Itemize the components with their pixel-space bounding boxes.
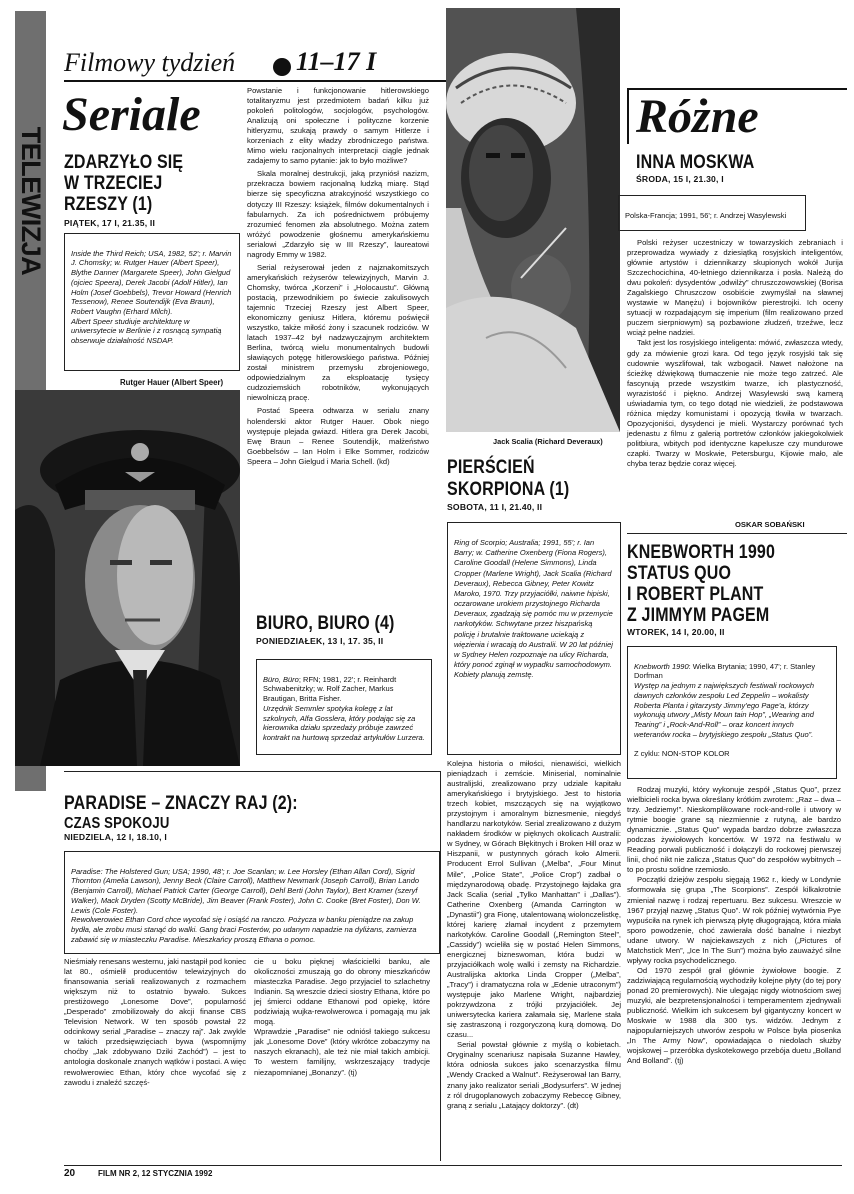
paragraph: Skala moralnej destrukcji, jaką przyniósł nazizm, przekracza bowiem racjonalną ludzką miarę. Stąd bierze się specyficzna atrakcyjność wszystkiego co dotyczy III Rzeszy: książek, filmów dokumentalnych i fabularnych. Za ich pośrednictwem próbujemy zrozumieć fenomen zła absolutnego. Można zatem wróżyć powodzenie głośnemu amerykańskiemu serialowi „Zdarzyło się w III Rzeszy”, laureatowi nagrody Emmy w 1982.: [247, 169, 429, 259]
header-dot: [273, 58, 291, 76]
header-dates: 11–17 I: [296, 47, 377, 76]
infobox-synopsis: Maroko, 1970. Trzy przyjaciółki, naiwne hipiski, oczarowane urokiem przystojnego Richarda Deveraux, zgadzają się pomóc mu w przemycie narkotyków. Schwytane przez hiszpańską policję i brutalnie traktowane uciekają z więzienia i wracają do Australii. W 20 lat później w Sydney Helen rozpoznaje na ulicy Richarda, który ponoć zginął w wypadku samochodowym. Kobiety planują zemstę.: [454, 588, 613, 680]
article-subtitle-paradise: CZAS SPOKOJU: [64, 815, 170, 832]
photo-rutger-hauer-image: [15, 390, 240, 766]
infobox-trzecia-rzesza: [64, 233, 240, 371]
photo-caption-hauer: Rutger Hauer (Albert Speer): [120, 378, 224, 387]
infobox-film-meta: Polska-Francja; 1991, 56'; r. Andrzej Wasylewski: [625, 210, 787, 220]
infobox-film-meta: : Wielka Brytania; 1990, 47'; r. Stanley Dorfman: [634, 661, 816, 681]
page-number: 20: [64, 1168, 76, 1179]
schedule-biuro: PONIEDZIAŁEK, 13 I, 17. 35, II: [256, 636, 384, 646]
schedule-pierscien: SOBOTA, 11 I, 21.40, II: [447, 502, 543, 512]
infobox-knebworth: [627, 646, 837, 779]
schedule-paradise: NIEDZIELA, 12 I, 18.10, I: [64, 832, 167, 842]
side-label-text: TELEWIZJA: [16, 126, 46, 276]
schedule-inna-moskwa: ŚRODA, 15 I, 21.30, I: [636, 174, 724, 184]
article-body-trzecia-rzesza: [247, 86, 429, 467]
infobox-synopsis: Rewolwerowiec Ethan Cord chce wycofać się i osiąść na ranczo. Pożycza w banku pieniądze na zakup bydła, ale zrobu musi stanąć do walki. Gang braci Fosterów, po udanym napadzie na dyliżans, zamierza zabawić się w miasteczku Paradise. Mieszkańcy proszą Ethana o pomoc.: [71, 915, 417, 944]
infobox-inna-moskwa: [618, 195, 806, 231]
article-title-inna-moskwa: INNA MOSKWA: [636, 151, 755, 173]
infobox-synopsis: Albert Speer studiuje architekturę w uniwersytecie w Berlinie i z rosnącą sympatią obserwuje działalność NSDAP.: [71, 316, 222, 346]
paragraph: Nieśmiały renesans westernu, jaki nastąpił pod koniec lat 80., ośmielił producentów telewizyjnych do finansowania seriali realizowanych z rozmachem większym niż to ostatnio bywało. Sukces prestiżowego „Lonesome Dove”, popularność „Desperado” zmobilizowały do akcji finanse CBS Television Network. W ten sposób powstał 22 odcinkowy serial „Paradise – znaczy raj”. Jak zwykle w takich przedsięwzięciach bywa (wspomnijmy choćby „Jak zdobywano Dziki Zachód”) – jest to antologia doskonale znanych wątków i postaci. A więc rewolwerowiec Ethan, który chce wycofać się z zawodu i znaleźć szczęś-: [64, 957, 246, 1087]
schedule-knebworth: WTOREK, 14 I, 20.00, II: [627, 627, 725, 637]
side-label: [15, 96, 46, 306]
paragraph: Serial reżyserował jeden z najznakomitszych amerykańskich reżyserów telewizyjnych, Marvin J. Chomsky, twórca „Korzeni” i „Holocaustu”. Główną postacią, przewodnikiem po świecie zakulisowych tajemnic Trzeciej Rzeszy jest Albert Speer, ekonomiczny geniusz Hitlera, któremu poświęcił wszystko, także miłość żony i szacunek rodziców. W latach 1937–42 był nadzwyczajnym architektem Berlina, twórcą wielu monumentalnych budowli sławiących potęgę hitlerowskiego państwa. Później został ministrem przemysłu zbrojeniowego, odpowiedzialnym za eksploatację tysięcy cudzoziemskich robotników, wykonujących niewolniczą pracę.: [247, 262, 429, 403]
article-title-biuro: BIURO, BIURO (4): [256, 612, 395, 634]
paragraph: Kolejna historia o miłości, nienawiści, wielkich pieniądzach i zemście. Miniserial, nominalnie australijski, zrealizowano przy udziale kapitału amerykańskiego i brytyjskiego. Jest to historia trzech kobiet, mszczących się na wyjątkowo przystojnym i amoralnym biznesmenie, niegdyś handlarzu narkotyków. Serial zrealizowano z dużym nakładem środków w pięknych okolicach Australii: w Sydney, w Górach Błękitnych i Broken Hill oraz w Hiszpanii, w pustynnych górach koło Almerii. Producent Errol Sullivan („Melba”, „Four Minut Mile”, „Police State”, „Police Crop”) zadbał o międzynarodową obadę. Przystojnego łajdaka gra Jack Scalia (serial „Tylko Manhattan” i „Dallas”). Catherine Oxenberg (Amanda Carrington w „Dynastii”) gra Fionę, utalentowaną wiolonczelistkę, której karierę złamał incydent z przemytem narkotyków. Caroline Goodall („Remington Steel”, „Cassidy”) wcieliła się w postać Helen Simmons, energicznej bizneswoman, która budzi w przyjaciółkach wolę walki i zemsty na Richardzie. Australijska aktorka Linda Cropper („Melba”, „Tracy”) i dramatyczna rola w „Edenie utraconym”) występuje jako Marlene Wright, najbardziej pokrzywdzona z trójki przyjaciółek. Jej uniwersytecka kariera załamała się, Marlene stała się zastraszoną i rozgoryczoną kurą domową. Do czasu...: [447, 759, 621, 1040]
paragraph: Od 1970 zespół grał głównie żywiołowe boogie. Z zadziwiającą regularnością wychodziły kolejne płyty (do tej pory ponad 20 premierowych). Nie ulegając nigdy wiotnościom swej muzyki, ale bezpretensjonalności i temperamentem zjednywali publiczność. Wielkim ich sukcesem był gigantyczny koncert w Moskwie w 1988 dla 300 tys. widzów. Jednym z najpopularniejszych utworów zespołu w Polsce była piosenka „In The Army Now”, opowiadająca o niedolach służby wojskowej – przeróbka dyskotekowego przebója duetu „Bolland And Bolland”. (tj): [627, 965, 841, 1066]
article-title-paradise: PARADISE – ZNACZY RAJ (2):: [64, 792, 298, 814]
article-body-inna-moskwa: [627, 238, 843, 469]
infobox-cycle: Z cyklu: NON-STOP KOLOR: [634, 749, 730, 759]
article-body-paradise-col1: [64, 957, 246, 1088]
article-body-paradise-col2: [254, 957, 430, 1078]
article-title-trzecia-rzesza: ZDARZYŁO SIĘ W TRZECIEJ RZESZY (1): [64, 151, 184, 215]
paragraph: Postać Speera odtwarza w serialu znany holenderski aktor Rutger Hauer. Obok niego występuje plejada gwiazd. Hitlera gra Derek Jacobi, Ewę Braun – Renee Soutendijk, małżeństwo Goebbelsów – Ian Holm i Elke Sommer, rodziców Speera – John Gielgud i Maria Schell. (kd): [247, 406, 429, 466]
infobox-film-meta: Inside the Third Reich; USA, 1982, 52'; r. Marvin J. Chomsky; w. Rutger Hauer (Albert Speer), Blythe Danner (Margarete Speer), John Gielgud (ojciec Speera), Derek Jacobi (Adolf Hitler), Ian Holm (Josef Goebbels), Trevor Howard (Henrich Tessenow), Renee Soutendijk (Eva Braun), Robert Vaughn (Erhard Milch).: [71, 248, 232, 316]
infobox-title: Büro, Büro: [263, 674, 299, 684]
infobox-film-meta: Ring of Scorpio; Australia; 1991, 55'; r. Ian Barry; w. Catherine Oxenberg (Fiona Rogers), Caroline Goodall (Helene Simmons), Linda Cropper (Marlene Wright), Jack Scalia (Richard Deveraux), Rebecca Gibney, Peter Kowitz: [454, 538, 612, 588]
photo-jack-scalia-image: [446, 8, 620, 432]
photo-jack-scalia: [446, 8, 620, 432]
footer-rule: [64, 1165, 842, 1166]
infobox-biuro: [256, 659, 432, 755]
column-divider: [440, 771, 441, 1161]
paragraph: cie u boku pięknej właścicielki banku, ale okoliczności zmuszają go do obrony mieszkańców miasteczka Paradise. Jego przyjaciel to szlachetny Indianin. Są wreszcie dzieci siostry Ethana, które po jej śmierci oddane Ethanowi pod opiekę, które podziwiają wujka-rewolwerowca i pomagają mu jak mogą. Wprawdzie „Paradise” nie odniósł takiego sukcesu jak „Lonesome Dove” (który wkrótce zobaczymy na naszych ekranach), ale też nie miał takich ambicji. To western familijny, wskrzeszający tradycje niezapomnianej „Bonanzy”. (tj): [254, 957, 430, 1077]
article-title-knebworth: KNEBWORTH 1990 STATUS QUO I ROBERT PLANT Z JIMMYM PAGEM: [627, 541, 776, 626]
photo-caption-scalia: Jack Scalia (Richard Deveraux): [493, 437, 603, 446]
paragraph: Polski reżyser uczestniczy w towarzyskich zebraniach i przeprowadza wywiady z dziesiątką rosyjskich inteligentów, głównie artystów i dziennikarzy skupionych wokół Jurija Szczechocichina, 40-letniego dziennikarza i posła. Należą do dwu pokoleń: dysydentów „odwilży” chruszczowowskiej (Borisa Zagalskiego Chruszczow osobiście zwymyślał na sławnej wystawie w Manężu) i bojowników pierestrojki. Ich oceny sytuacji w rozpadającym się imperium (film realizowano przed puczem sierpniowym) są pozbawione złudzeń, trzeźwe, lecz wciąż pełne nadziei.: [627, 238, 843, 338]
infobox-title: Knebworth 1990: [634, 661, 689, 671]
paragraph: Serial powstał głównie z myślą o kobietach. Oryginalny scenariusz napisała Suzanne Hawley, która odniosła sukces jako scenarzystka filmu „Wendy Cracked a Walnut”. Reżyserował Ian Barry, znany jako realizator seriali „Bodysurfers”. W jednej z ról drugoplanowych zobaczymy Rebeccę Gibney, graną z serialu „Latający doktorzy”. (dt): [447, 1040, 621, 1110]
section-title-seriale: Seriale: [62, 88, 201, 141]
paragraph: Rodzaj muzyki, który wykonuje zespół „Status Quo”, przez wielbicieli rocka bywa określany krótkim zwrotem: „Raz – dwa – trzy. Jedziemy!”. Nieskomplikowane rock-and-rolle i utwory w rytmie boogie grane są niezmiennie z rutyną, ale bardzo dynamicznie. „Status Quo” wypada bardzo dobrze zwłaszcza podczas żywiołowych koncertów. W 1972 na festiwalu w Reading porwali publiczność i dołączyli do rockowej pierwszej linii, choć nikt nie zalicza „Status Quo” do zespołów wybitnych – to po prostu solidne rzemiosło.: [627, 785, 841, 875]
rozne-leftbar: [627, 88, 629, 144]
issue-info: FILM NR 2, 12 STYCZNIA 1992: [98, 1169, 213, 1178]
article-title-pierscien: PIERŚCIEŃ SKORPIONA (1): [447, 456, 570, 500]
infobox-film-meta: ; RFN; 1981, 22'; r. Reinhardt Schwabenitzky; w. Rolf Zacher, Markus Brautigan, Britta Fisher.: [263, 674, 397, 704]
divider-knebworth: [627, 533, 847, 534]
schedule-trzecia-rzesza: PIĄTEK, 17 I, 21.35, II: [64, 218, 156, 228]
paragraph: Powstanie i funkcjonowanie hitlerowskiego totalitaryzmu jest przedmiotem badań kilku już pokoleń politologów, socjologów, psychologów. Analizują oni społeczne i polityczne korzenie hitleryzmu, szukają prawdy o samym Hitlerze i korzeniach z elity władzy zbrodniczego państwa. Mimo wielu racjonalnych interpretacji ciągle jednak zadajemy to samo pytanie: jak to było możliwe?: [247, 86, 429, 166]
infobox-film-meta: Paradise: The Holstered Gun; USA; 1990, 48'; r. Joe Scanlan; w. Lee Horsley (Ethan Allan Cord), Sigrid Thornton (Amelia Lawson), Jenny Beck (Claire Carroll), Matthew Newmark (Joseph Carroll), Brian Lando (Benjamin Carroll), Michael Patrick Carter (George Carroll), Dehl Berti (John Taylor), Bert Kramer (szeryf Walker), Mack Dryden (Scotty McBride), Jim Beaver (Frank Foster), John C. Cooke (Bret Foster), Don W. Lewis (Cole Foster).: [71, 866, 421, 915]
paragraph: Początki dziejów zespołu sięgają 1962 r., kiedy w Londynie sformowała się grupa „The Scorpions”. Zespół kilkakrotnie zmieniał nazwę i rodzaj repertuaru. Bez sukcesu. Wreszcie w 1967 przyjął nazwę „Status Quo”. W rok później wytwórnia Pye wypuściła na rynek ich pierwszą płytę długogrającą, która miała sporo powodzenie, choć zawierała dość banalne i niezbyt udane utwory. W najciekawszych z nich („Pictures of Matchstick Men”, „Ice In The Sun”) można było zauważyć silne wpływy rocka psychodelicznego.: [627, 875, 841, 965]
infobox-synopsis: Urzędnik Semmler spotyka kolegę z lat szkolnych, Alfa Gosslera, który podając się za kierownika działu sprzedaży próbuje zawrzeć kontrakt na hurtową sprzedaż artykułów Lurzera.: [263, 703, 425, 742]
signature-inna-moskwa: OSKAR SOBAŃSKI: [735, 520, 805, 529]
article-body-knebworth: [627, 785, 841, 1066]
paragraph: Takt jest los rosyjskiego inteligenta: mówić, zwłaszcza wtedy, gdy za mówienie grozi kara. Od tego język rosyjski tak się cudownie wyszlifował, tak wzbogacił. Nawet nałożone na ścieżkę dźwiękową tłumaczenie nie może tego zatrzeć. Ale fascynują przede wszystkim twarze, ich plastyczność, wyrazistość i piękno. Andrzej Wasylewski swą kamerą uświadamia tym, co tego dotąd nie wiedzieli, że podstawowa różnica między komunistami i opozycją tkwiła w twarzach. Opozycjoniści, dysydenci je mieli. Wystarczy porównać tych jedenastu z filmu z galerią portretów członków jakiegokolwiek politbiura, wbitych pod identyczne kapelusze czy mundurowe czapki. Twarzy w Moskwie, Petersburgu, Kijowie mało, ale chyba teraz będzie coraz więcej.: [627, 338, 843, 469]
section-title-rozne: Różne: [636, 90, 759, 143]
infobox-synopsis: Występ na jednym z największych festiwali rockowych dawnych członków zespołu Led Zeppelin – wokalisty Roberta Planta i gitarzysty Jimmy'ego Page'a, którzy wykonują utwory „Misty Moun tain Hop”, „Wearing and Tearing” i „Rock-And-Roll” – oraz koncert innych weteranów rocka – brytyjskiego zespołu „Status Quo”.: [634, 681, 815, 739]
header-title: Filmowy tydzień: [64, 48, 236, 77]
photo-rutger-hauer: [15, 390, 240, 766]
header-rule: [64, 80, 446, 82]
article-body-pierscien: [447, 759, 621, 1111]
divider-paradise: [64, 771, 440, 772]
infobox-paradise: [64, 851, 440, 954]
infobox-pierscien: [447, 522, 621, 755]
